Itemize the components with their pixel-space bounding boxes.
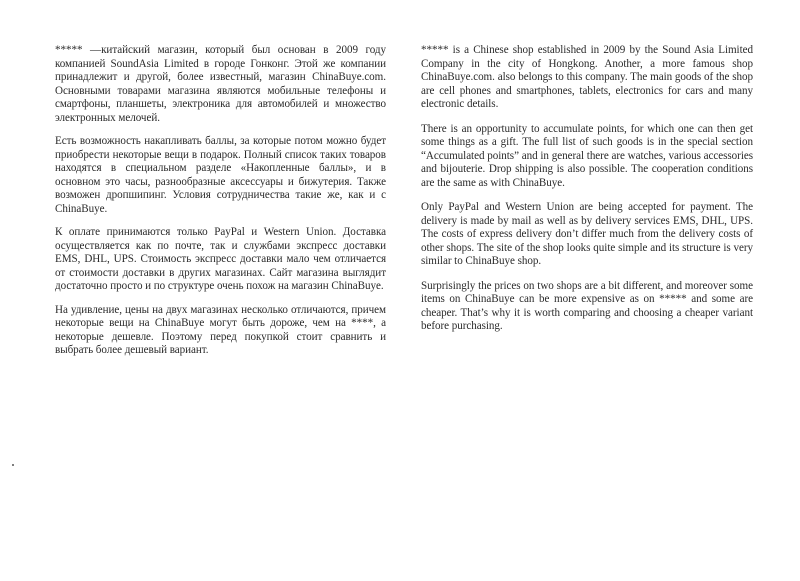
- en-paragraph-points: There is an opportunity to accumulate points, for which one can then get some things as a gift. The full list of such goods is in the special section “Accumulated points” and in general there are watches, various accessories and bijouterie. Drop shipping is also possible. The cooperation conditions are the same as with ChinaBuye.: [421, 122, 753, 189]
- ru-paragraph-intro: ***** —китайский магазин, который был основан в 2009 году компанией SoundAsia Limited в городе Гонконг. Этой же компании принадлежит и другой, более известный, магазин ChinaBuye.com. Основными товарами магазина являются мобильные телефоны и смартфоны, планшеты, электроника для автомобилей и множество электронных мелочей.: [55, 44, 386, 124]
- ru-paragraph-payment: К оплате принимаются только PayPal и Western Union. Доставка осуществляется как по почте, так и службами экспресс доставки EMS, DHL, UPS. Стоимость экспресс доставки мало чем отличается от стоимости доставки в других магазинах. Сайт магазина выглядит достаточно просто и по структуре очень похож на магазин ChinaBuye.: [55, 226, 386, 292]
- scan-speck: [12, 464, 14, 466]
- en-paragraph-intro: ***** is a Chinese shop established in 2009 by the Sound Asia Limited Company in the city of Hongkong. Another, a more famous shop ChinaBuye.com. also belongs to this company. The main goods of the shop are cell phones and smartphones, tablets, electronics for cars and many electronic details.: [421, 44, 753, 110]
- ru-paragraph-prices: На удивление, цены на двух магазинах несколько отличаются, причем некоторые вещи на ChinaBuye могут быть дороже, чем на ****, а некоторые дешевле. Поэтому перед покупкой стоит сравнить и выбрать более дешевый вариант.: [55, 303, 386, 356]
- en-paragraph-payment: Only PayPal and Western Union are being accepted for payment. The delivery is made by mail as well as by delivery services EMS, DHL, UPS. The costs of express delivery don’t differ much from the delivery costs of other shops. The site of the shop looks quite simple and its structure is very similar to ChinaBuye shop.: [421, 201, 753, 267]
- russian-text-column: [55, 44, 386, 368]
- en-paragraph-prices: Surprisingly the prices on two shops are a bit different, and moreover some items on ChinaBuye can be more expensive as on ***** and some are cheaper. That’s why it is worth comparing and choosing a cheaper variant before purchasing.: [421, 279, 753, 332]
- english-text-column: [421, 44, 753, 345]
- ru-paragraph-points: Есть возможность накапливать баллы, за которые потом можно будет приобрести некоторые вещи в подарок. Полный список таких товаров находятся в специальном разделе «Накопленные баллы», и в основном это часы, разнообразные аксессуары и бижутерия. Также возможен дропшипинг. Условия сотрудничества такие же, как и с ChinaBuye.: [55, 135, 386, 215]
